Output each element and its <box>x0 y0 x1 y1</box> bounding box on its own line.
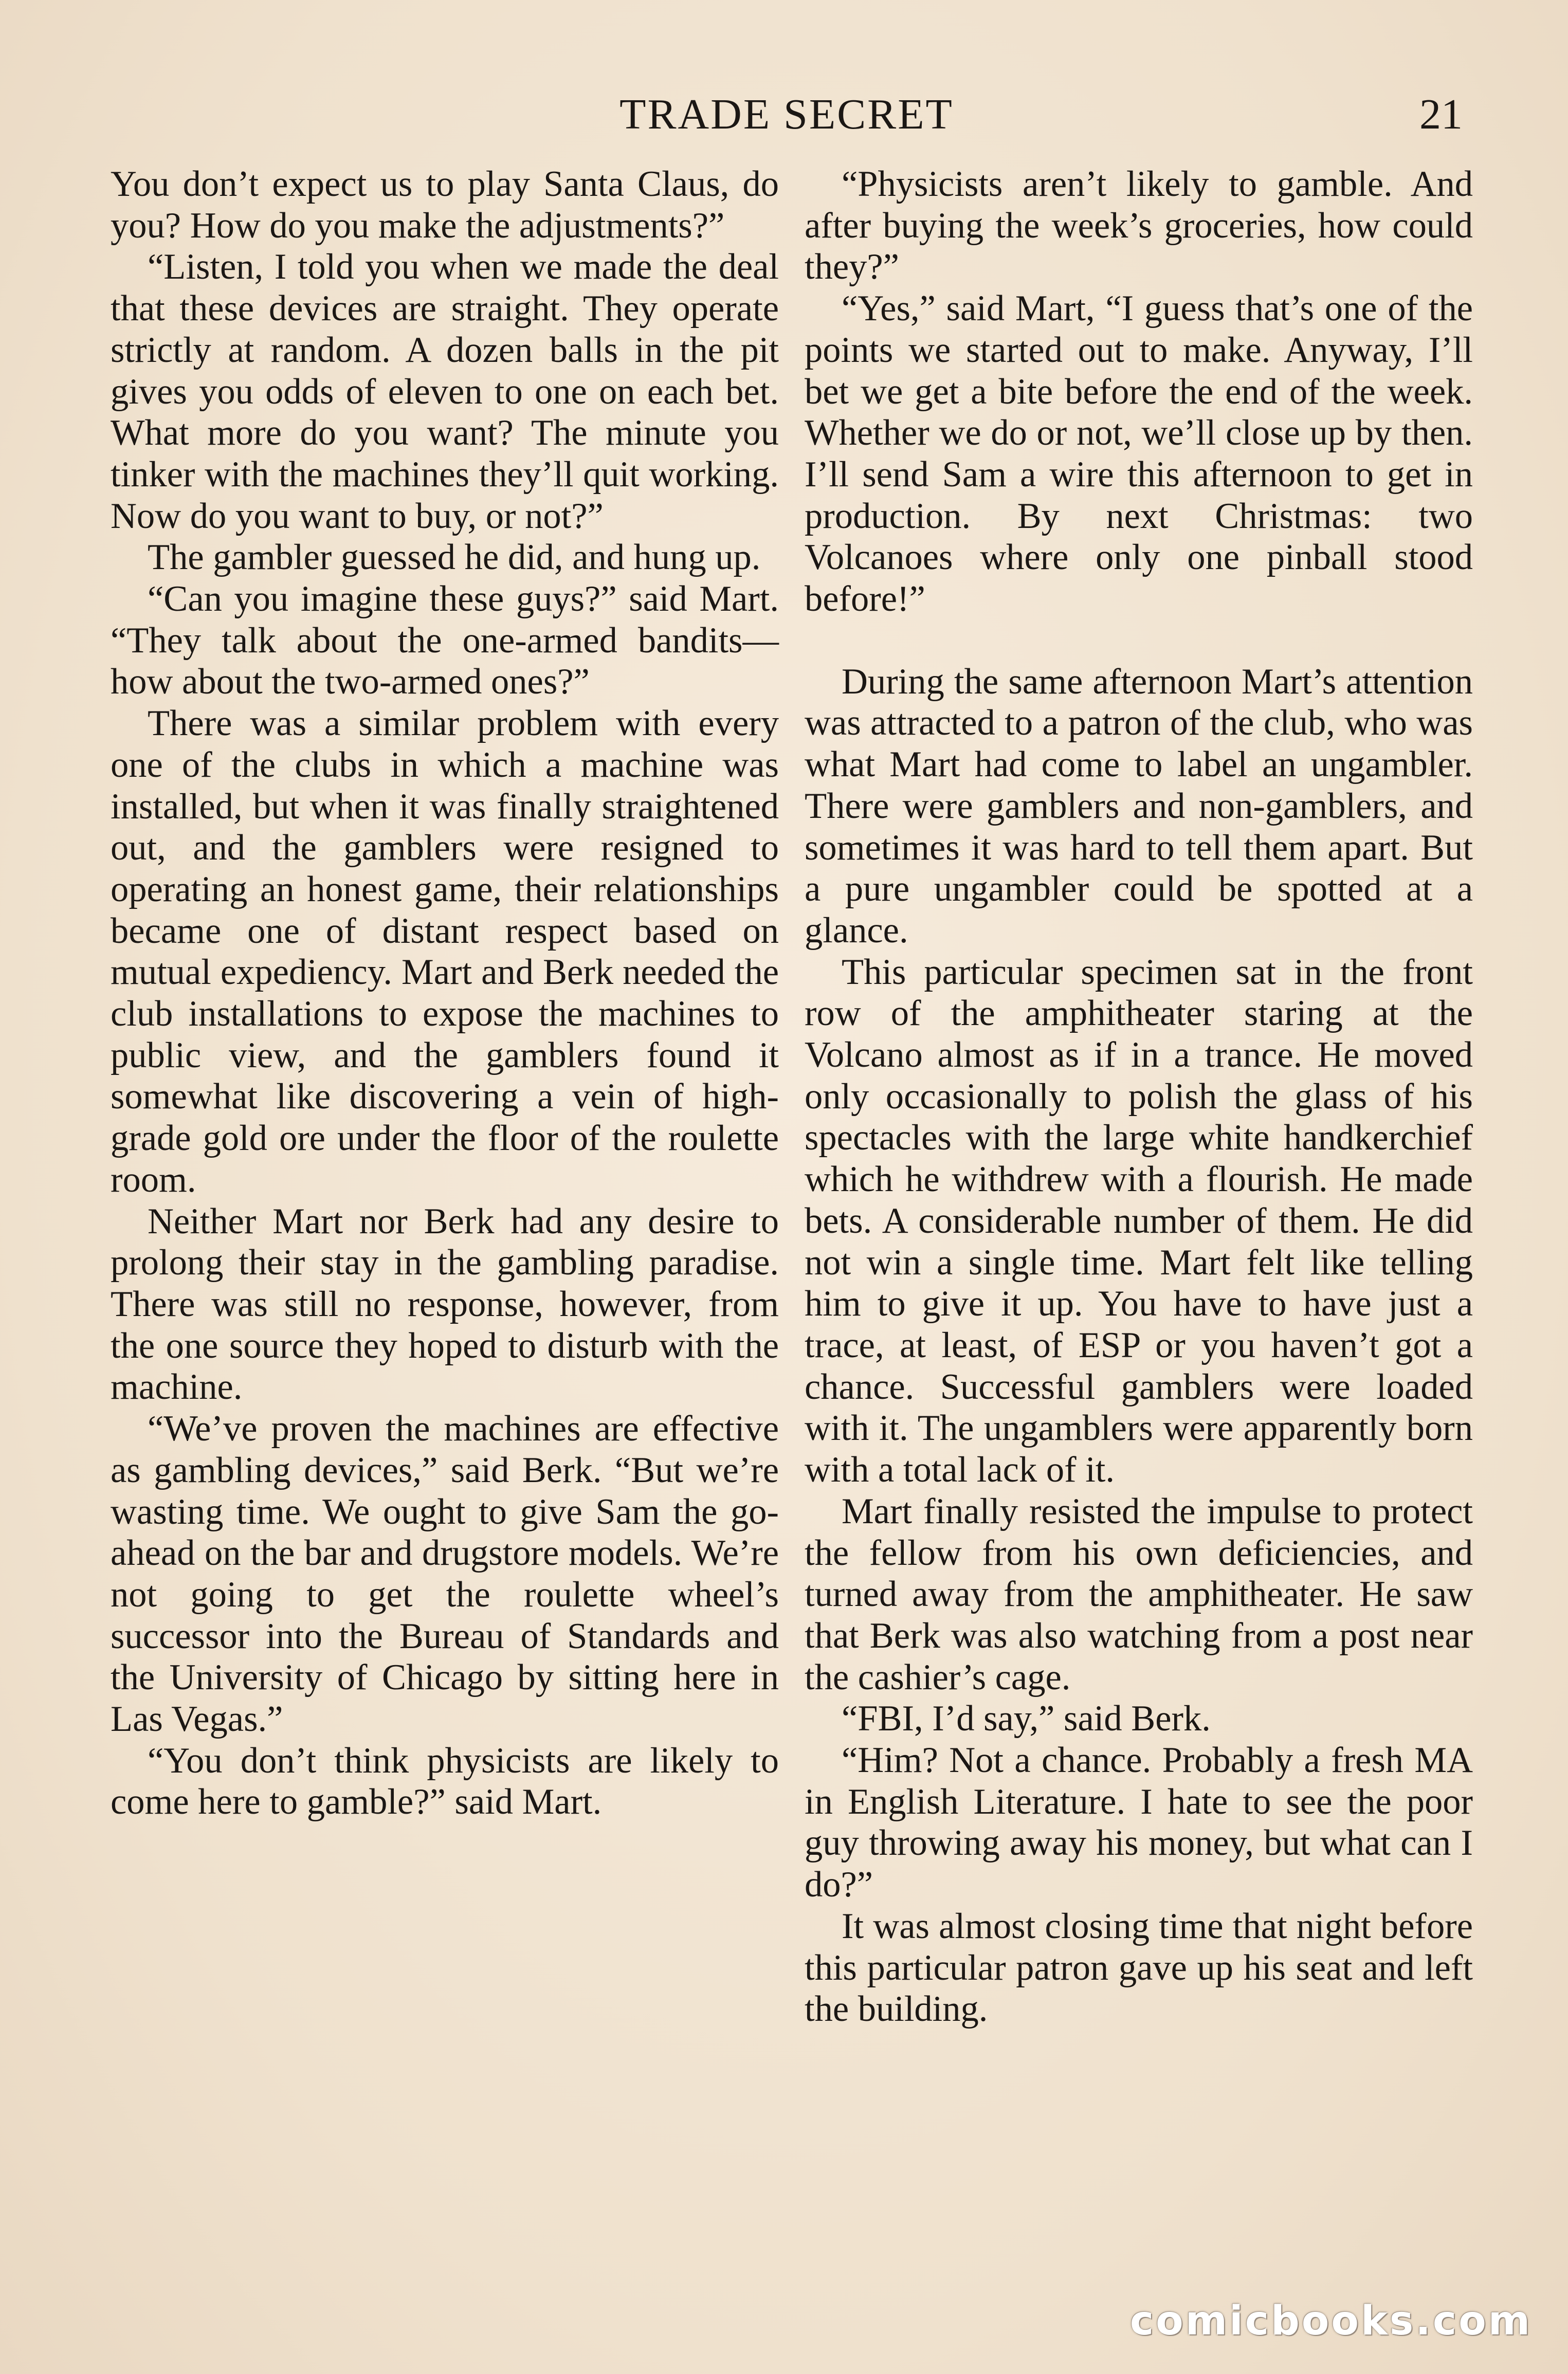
paragraph: During the same afternoon Mart’s attention was attracted to a patron of the club, who was what Mart had come to label an ungambler. There were gamblers and non-gamblers, and sometimes it was hard to tell them apart. But a pure ungambler could be spotted at a glance. <box>805 661 1473 951</box>
paragraph: This particular specimen sat in the front row of the amphitheater staring at the Volcano almost as if in a trance. He moved only occasionally to polish the glass of his spectacles with the large white handkerchief which he withdrew with a flourish. He made bets. A considerable number of them. He did not win a single time. Mart felt like telling him to give it up. You have to have just a trace, at least, of ESP or you haven’t got a chance. Successful gamblers were loaded with it. The ungamblers were apparently born with a total lack of it. <box>805 952 1473 1490</box>
paragraph: “FBI, I’d say,” said Berk. <box>842 1699 1211 1739</box>
paragraph: “Him? Not a chance. Probably a fresh MA in English Literature. I hate to see the poor guy throwing away his money, but what can I do?” <box>805 1740 1473 1905</box>
page-header <box>111 86 1463 143</box>
paragraph: “Physicists aren’t likely to gamble. And after buying the week’s groceries, how could they?” <box>805 164 1473 287</box>
paragraph: The gambler guessed he did, and hung up. <box>148 537 761 578</box>
right-column <box>805 163 1473 2030</box>
paragraph: Mart finally resisted the impulse to protect the fellow from his own deficiencies, and turned away from the amphitheater. He saw that Berk was also watching from a post near the cashier’s cage. <box>805 1491 1473 1697</box>
paragraph: Neither Mart nor Berk had any desire to prolong their stay in the gambling paradise. There was still no response, however, from the one source they hoped to disturb with the machine. <box>111 1201 779 1408</box>
paragraph: It was almost closing time that night before this particular patron gave up his seat and left the building. <box>805 1906 1473 2030</box>
paragraph: You don’t expect us to play Santa Claus, do you? How do you make the adjustments?” <box>111 164 779 246</box>
page-number: 21 <box>1419 90 1463 138</box>
paragraph: “Can you imagine these guys?” said Mart. “They talk about the one-armed bandits—how about the two-armed ones?” <box>111 579 779 702</box>
paragraph: “Listen, I told you when we made the deal that these devices are straight. They operate strictly at random. A dozen balls in the pit gives you odds of eleven to one on each bet. What more do you want? The minute you tinker with the machines they’ll quit working. Now do you want to buy, or not?” <box>111 247 779 536</box>
paragraph: “We’ve proven the machines are effective as gambling devices,” said Berk. “But we’re wasting time. We ought to give Sam the go-ahead on the bar and drugstore models. We’re not going to get the roulette wheel’s successor into the Bureau of Standards and the University of Chicago by sitting here in Las Vegas.” <box>111 1409 779 1740</box>
paragraph: “You don’t think physicists are likely to come here to gamble?” said Mart. <box>111 1740 779 1822</box>
paragraph: “Yes,” said Mart, “I guess that’s one of the points we started out to make. Anyway, I’ll bet we get a bite before the end of the week. Whether we do or not, we’ll close up by then. I’ll send Sam a wire this afternoon to get in production. By next Christmas: two Volcanoes where only one pinball stood before!” <box>805 288 1473 619</box>
paragraph: There was a similar problem with every one of the clubs in which a machine was installed, but when it was finally straightened out, and the gamblers were resigned to operating an honest game, their relationships became one of distant respect based on mutual expediency. Mart and Berk needed the club installations to expose the machines to public view, and the gamblers found it somewhat like discovering a vein of high-grade gold ore under the floor of the roulette room. <box>111 703 779 1200</box>
watermark: comicbooks.com <box>1129 2298 1532 2344</box>
left-column <box>111 163 779 1823</box>
running-title: TRADE SECRET <box>619 90 954 138</box>
